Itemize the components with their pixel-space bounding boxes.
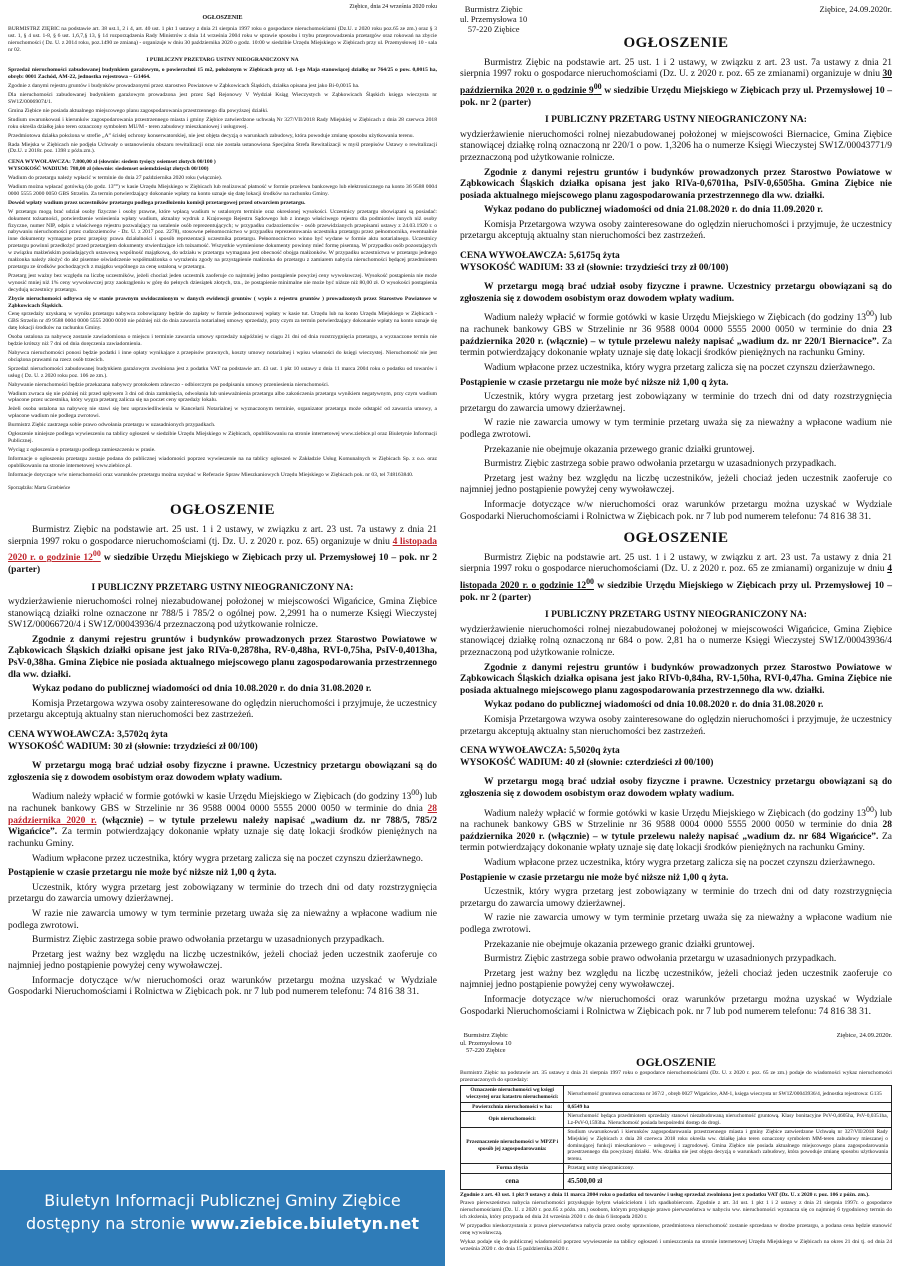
paragraph: Gmina Ziębice nie posiada aktualnego miejscowego planu zagospodarowania przestrzennego dla powyższej działki. — [8, 107, 269, 114]
paragraph: Przetarg jest ważny bez względu na liczbę uczestników, jeżeli chociaż jeden uczestnik zaoferuje co najmniej jedno postąpienie powyżej ceny wywoławczej. — [460, 473, 892, 496]
table-row: Powierzchnia nieruchomości w ha: 0,6549 ha — [461, 1102, 892, 1112]
paragraph: Informacje dotyczące w/w nieruchomości oraz warunków przetargu można uzyskać w Wydziale Gospodarki Nieruchomościami i Rolnictwa w Ziębicach pok. nr 7 lub pod numerem telefonu: 74 816 38 31. — [460, 499, 892, 522]
paragraph: Sprzedaż nieruchomości zabudowanej budynkiem garażowym, o powierzchni 15 m2, położonym w Ziębicach przy ul. 1-go Maja stanowiącej działkę nr 764/25 o pow. 0,0015 ha, obręb: 0001 Zachód, AM-22, jednostka rejestrowa – G1464. — [8, 67, 437, 81]
notice-header — [460, 4, 892, 34]
paragraph: Zgodnie z danymi rejestru gruntów i budynków prowadzonych przez Starostwo Powiatowe w Ząbkowicach Śląskich działka opisana jest jako RIVb-0,84ha, RV-1,50ha, RVI-0,47ha. Gmina Ziębice nie posiada aktualnego miejscowego planu zagospodarowania przestrzennego dla ww. działki. — [460, 662, 892, 696]
notice-title: OGŁOSZENIE — [623, 530, 729, 547]
paragraph: Burmistrz Ziębic zastrzega sobie prawo odwołania przetargu w uzasadnionych przypadkach. — [32, 935, 385, 946]
paragraph: Wadium wpłacone przez uczestnika, który wygra przetarg zalicza się na poczet czynszu dzierżawnego. — [484, 362, 876, 373]
wigancice-lease-notice-2 — [460, 530, 893, 1018]
deposit: WYSOKOŚĆ WADIUM: 33 zł (słownie: trzydzieści trzy zł 00/100) — [460, 262, 729, 273]
paragraph: W przetargu mogą brać udział osoby fizyczne i prawne. Uczestnicy przetargu obowiązani są do zgłoszenia się z dowodem osobistym oraz dowodem wpłaty wadium. — [460, 777, 892, 799]
bip-banner[interactable] — [0, 1170, 445, 1266]
left-column — [0, 0, 445, 1002]
price: CENA WYWOŁAWCZA: 5,5020q żyta — [460, 746, 620, 757]
paragraph: Wykaz podano do publicznej wiadomości od dnia 10.08.2020 r. do dnia 31.08.2020 r. — [32, 684, 372, 695]
notice-header — [460, 1032, 892, 1055]
deposit: WYSOKOŚĆ WADIUM: 40 zł (słownie: czterdzieści zł 00/100) — [460, 757, 714, 768]
notice-title: OGŁOSZENIE — [169, 502, 276, 519]
paragraph: wydzierżawienie nieruchomości rolnej niezabudowanej położonej w miejscowości Biernacice, Gmina Ziębice stanowiącej działkę rolną oznaczoną nr 220/1 o pow. 1,3206 ha o numerze Księgi Wieczystej SW1Z/00043771/9 przeznaczoną pod użytkowanie rolnicze. — [460, 129, 892, 163]
table-row: Przeznaczenie nieruchomości w MPZP i sposób jej zagospodarowania: Studium uwarunkowań i kierunków zagospodarowania przestrzennego miasta i gminy Ziębice zatwierdzone Uchwałą nr 327/VII/2018 Rady Miejskiej w Ziębicach z dnia 28 czerwca 2018 roku określa ww. działkę jako teren oznaczony symbolem MM-teren zabudowy mieszanej o dominującej funkcji mieszkaniowo – usługowej i zagrodowej. Gmina Ziębice nie posiada aktualnego miejscowego planu zagospodarowania przestrzennego dla powyższej działki. Ww. działka nie jest objęta decyzją o warunkach zabudowy, która powoduje zmianę sposobu użytkowania terenu. — [461, 1128, 892, 1164]
paragraph: Nabywanie nieruchomości będzie przekazana nabywcy protokołem zdawczo - odbiorczym po podpisaniu umowy przeniesienia nieruchomości. — [8, 381, 330, 388]
notice-body — [8, 67, 437, 478]
paragraph: Wadium wpłacone przez uczestnika, który wygra przetarg zalicza się na poczet czynszu dzierżawnego. — [32, 853, 424, 864]
banner-title: Biuletyn Informacji Publicznej Gminy Ziębice — [44, 1191, 401, 1210]
paragraph: Komisja Przetargowa wzywa osoby zainteresowane do oględzin nieruchomości i przyjmuje, że uczestnicy przetargu akceptują aktualny stan nieruchomości bez zastrzeżeń. — [460, 714, 892, 737]
paragraph: Informacje o ogłoszeniu przetargu zostaje podana do publicznej wiadomości poprzez wywieszenie na na tablicy ogłoszeń w Zakładzie Usług Komunalnych w Ziębicach Sp. z o.o. oraz opublikowaniu na stronie internetowej www.ziebice.pl. — [8, 455, 437, 469]
paragraph: W razie nie zawarcia umowy w tym terminie przetarg uważa się za nieważny a wpłacone wadium nie podlega zwrotowi. — [8, 908, 437, 931]
paragraph: Wadium należy wpłacić w formie gotówki w kasie Urzędu Miejskiego w Ziębicach (do godziny $13^{00}$) lub na rachunek bankowy GBS w Strzelinie nr 36 9588 0004 0000 5555 2000 0050 w terminie do dnia 23 października 2020 r. (włącznie) – w tytule przelewu należy napisać „wadium dz. nr 220/1 Biernacice”. Za termin potwierdzający dokonanie wpłaty uznaje się datę lokacji środków pieniężnych na rachunku Gminy. — [460, 309, 893, 359]
paragraph: Przekazanie nie obejmuje okazania przewego granic działki gruntowej. — [484, 939, 755, 950]
auction-date: 4 listopada 2020 r. o godzinie $12^{00}$ — [8, 536, 437, 564]
paragraph: Wadium należy wpłacić w formie gotówki w kasie Urzędu Miejskiego w Ziębicach (do godziny $13^{00}$) lub na rachunek bankowy GBS w Strzelinie nr 36 9588 0004 0000 5555 2000 0050 w terminie do dnia 28 października 2020 r. (włącznie) – w tytule przelewu należy napisać „wadium dz. nr 788/5, 785/2 Wigańcice”. Za termin potwierdzający dokonanie wpłaty uznaje się datę lokacji środków pieniężnych na rachunku Gminy. — [8, 788, 438, 849]
notice-date: Ziębice, dnia 24 września 2020 roku — [349, 4, 437, 10]
wigancice-lease-notice-1 — [8, 502, 438, 999]
garage-auction-notice — [8, 4, 437, 493]
banner-link[interactable]: dostępny na stronie www.ziebice.biuletyn.net — [26, 1214, 419, 1233]
paragraph: Sprzedaż nieruchomości zabudowanej budynkiem garażowym zwolniona jest z podatku VAT na podstawie art. 43 ust. 1 pkt 10 ustawy z dnia 11 marca 2004 roku o podatku od towarów i usług ( Dz. U. z 2020 roku poz. 106 ze zm.). — [8, 365, 437, 379]
paragraph: Zgodnie z danymi rejestru gruntów i budynków prowadzonych przez Starostwo Powiatowe w Ząbkowicach Śląskich działka opisana jest jako RIVa-0,6701ha, PsIV-0,6505ha. Gmina Ziębice nie posiada aktualnego miejscowego planu zagospodarowania przestrzennego dla ww. działki. — [460, 167, 892, 201]
paragraph: Wadium można wpłacać gotówką (do godz. 13°°) w kasie Urzędu Miejskiego w Ziębicach lub realizować płatność w formie przelewu bankowego lub elektronicznego na konto 36 9588 0004 0000 5555 2000 0050 GBS Strzelin. Za termin potwierdzający dokonanie wpłaty na konto uznaje się datę lokacji środków na rachunku Gminy. — [8, 184, 437, 197]
signature: Sporządziła: Marta Grzebieńce — [8, 486, 71, 492]
paragraph: Postąpienie w czasie przetargu nie może być niższe niż 1,00 q żyta. — [460, 377, 729, 388]
paragraph: Komisja Przetargowa wzywa osoby zainteresowane do oględzin nieruchomości i przyjmuje, że uczestnicy przetargu akceptują aktualny stan nieruchomości bez zastrzeżeń. — [460, 219, 892, 242]
notice-title: OGŁOSZENIE — [635, 1054, 717, 1069]
notice-date: Ziębice, 24.09.2020r. — [819, 4, 892, 14]
paragraph: Prawo pierwszeństwa nabycia nieruchomości przysługuje byłym właścicielom i ich spadkobiercom. Zgodnie z art. 34 ust. 1 pkt 1 i 2 ustawy z dnia 21 sierpnia 1997r. o gospodarce nieruchomościami (Dz. U. z 2020 r. poz.65 z późn. zm.) osobom, którym przysługuje prawo pierwszeństwa w nabyciu ww. nieruchomości wyznacza się co najmniej 6 tygodniowy termin do ich złożenia, który przypada od dnia 24 września 2020 r. do dnia 6 listopada 2020 r. — [460, 1200, 892, 1221]
paragraph: Wadium zwraca się nie później niż przed upływem 3 dni od dnia zamknięcia, odwołania lub unieważnienia przetargu albo zakończenia przetargu wynikiem negatywnym, przy czym wadium wpłacone przez uczestnika, który wygra przetarg zalicza się na poczet ceny sprzedaży lokalu. — [8, 390, 437, 404]
paragraph: Informacje dotyczące w/w nieruchomości oraz warunków przetargu można uzyskać w Wydziale Gospodarki Nieruchomościami i Rolnictwa w Ziębicach pok. nr 7 lub pod numerem telefonu: 74 816 38 31. — [460, 995, 892, 1017]
price: CENA WYWOŁAWCZA: 7.800,00 zł (słownie: siedem tysięcy osiemset złotych 00/100 ) — [8, 159, 216, 166]
biernacice-lease-notice — [460, 4, 892, 523]
table-row: cena 45.500,00 zł — [461, 1173, 892, 1189]
paragraph: Zbycie nieruchomości odbywa się w stanie prawnym uwidocznionym w danych ewidencji gruntów ( wypis z rejestru gruntów ) prowadzonych przez Starostwo Powiatowe w Ząbkowicach Śląskich. — [8, 295, 437, 309]
notice-intro: Burmistrz Ziębic na podstawie art. 25 ust. 1 i 2 ustawy, w związku z art. 23 ust. 7a ustawy z dnia 21 sierpnia 1997 roku o gospodarce nieruchomościami (Dz. U. z 2020 r. poz. 65 ze zmianami) organizuje w dniu 30 października 2020 r. o godzinie $9^{00}$ w siedzibie Urzędu Miejskiego w Ziębicach przy ul. Przemysłowej 10 – pok. nr 2 (parter) — [460, 57, 892, 108]
paragraph: wydzierżawienie nieruchomości rolnej niezabudowanej położonej w miejscowości Wigańcice, Gmina Ziębice stanowiącej działkę rolną oznaczoną nr 684 o pow. 2,81 ha o numerze Księgi Wieczystej SW1Z/00043936/4 przeznaczoną pod użytkowanie rolnicze. — [460, 624, 892, 658]
paragraph: Wadium wpłacone przez uczestnika, który wygra przetarg zalicza się na poczet czynszu dzierżawnego. — [484, 858, 876, 869]
sale-list-notice — [460, 1032, 892, 1253]
paragraph: Przetarg jest ważny bez względu na liczbę uczestników, jeżeli chociaż jeden uczestnik zaoferuje co najmniej jedno postąpienie powyżej ceny wywoławczej. — [460, 968, 892, 991]
price: CENA WYWOŁAWCZA: 3,5702q żyta — [8, 730, 168, 741]
paragraph: Zgodnie z danymi rejestru gruntów i budynków prowadzonych przez Starostwo Powiatowe w Ząbkowicach Śląskich działki opisane jest jako RIVa-0,2878ha, RV-0,48ha, RVI-0,75ha, PsIV-0,4013ha, PsV-0,38ha. Gmina Ziębice nie posiada aktualnego miejscowego planu zagospodarowania przestrzennego dla ww. działki. — [8, 634, 437, 680]
paragraph: Ogłoszenie niniejsze podlega wywieszeniu na tablicy ogłoszeń w siedzibie Urzędu Miejskiego w Ziębicach, opublikowaniu na stronie internetowej www.ziebice.pl oraz Biuletynie Informacji Publicznej. — [8, 431, 437, 444]
paragraph: Wykaz podano do publicznej wiadomości od dnia 10.08.2020 r. do dnia 31.08.2020 r. — [484, 700, 824, 711]
paragraph: Przekazanie nie obejmuje okazania przewego granic działki gruntowej. — [484, 444, 755, 455]
paragraph: Przedmiotowa działka położona w strefie „A” ścisłej ochrony konserwatorskiej, nie jest objęta decyzją o warunkach zabudowy, która powoduje zmianę sposobu użytkowania terenu. — [8, 132, 414, 139]
paragraph: Osoba ustalona za nabywcę zostanie zawiadomiona o miejscu i terminie zawarcia umowy sprzedaży najpóźniej w ciągu 21 dni od dnia rozstrzygnięcia przetargu, a wyznaczone termin nie będzie krótszy niż 7 dni od dnia doręczenia zawiadomienia. — [8, 334, 437, 348]
sender-address: Burmistrz Ziębic ul. Przemysłowa 10 57-220 Ziębice — [460, 1032, 512, 1055]
paragraph: Burmistrz Ziębic zastrzega sobie prawo odwołania przetargu w uzasadnionych przypadkach. — [484, 954, 837, 965]
paragraph: Postąpienie w czasie przetargu nie może być niższe niż 1,00 q żyta. — [8, 868, 277, 879]
paragraph: Rada Miejska w Ziębicach nie podjęła Uchwały o ustanowieniu obszaru rewitalizacji oraz nie została ustanowiona Specjalna Strefa Rewitalizacji w myśl przepisów Ustawy o rewitalizacji (Dz.U. z 2018r. poz. 1398 z późn.zm.). — [8, 141, 437, 155]
paragraph: Wadium do przetargu należy wpłacić w terminie do dnia 27 października 2020 roku (włącznie). — [8, 175, 223, 182]
paragraph: W razie nie zawarcia umowy w tym terminie przetarg uważa się za nieważny a wpłacone wadium nie podlega zwrotowi. — [460, 418, 892, 440]
paragraph: Cenę sprzedaży uzyskaną w wyniku przetargu nabywca zobowiązany będzie do zapłaty w formie jednorazowej wpłaty w kasie tut. Urzędu lub na konto Urzędu Miejskiego w Ziębicach - GBS Strzelin nr 49 9588 0004 0000 5555 2000 0010 nie później niż do dnia zawarcia notarialnej umowy sprzedaży, przy czym za termin potwierdzający dokonanie wpłaty na konto uznaje się datę lokacji środków na rachunku Gminy. — [8, 311, 437, 332]
notice-heading: I PUBLICZNY PRZETARG USTNY NIEOGRANICZONY NA: — [545, 610, 807, 621]
paragraph: Jeżeli osoba ustalona na nabywcę nie stawi się bez usprawiedliwienia w Kancelarii Notarialnej w wyznaczonym terminie, organizator przetargu może odstąpić od zawarcia umowy, a wpłacone wadium nie podlega zwrotowi. — [8, 406, 437, 420]
auction-date: 30 października 2020 r. o godzinie $9^{00}$ — [460, 69, 892, 96]
table-row: Opis nieruchomości: Nieruchomość będąca przedmiotem sprzedaży stanowi niezabudowaną nieruchomość gruntową. Klasy bonitacyjne PsV-0,4605ha, PsV-0,0351ha, Lz-PsV-0,1593ha. Nieruchomość posiada bezpośredni dostęp do drogi. — [461, 1112, 892, 1128]
paragraph: W razie nie zawarcia umowy w tym terminie przetarg uważa się za nieważny a wpłacone wadium nie podlega zwrotowi. — [460, 913, 892, 936]
notice-intro: Burmistrz Ziębic na podstawie art. 35 ustawy z dnia 21 sierpnia 1997 roku o gospodarce nieruchomościami (Dz. U. z 2020 r. poz. 65 ze zm.) podaje do wiadomości wykaz nieruchomości przeznaczonych do sprzedaży: — [460, 1069, 892, 1083]
notice-intro: Burmistrz Ziębic na podstawie art. 25 ust. 1 i 2 ustawy, w związku z art. 23 ust. 7a ustawy z dnia 21 sierpnia 1997 roku o gospodarce nieruchomościami (Dz. U. z 2020 r. poz. 65 ze zmianami) organizuje w dniu 4 listopada 2020 r. o godzinie $12^{00}$ w siedzibie Urzędu Miejskiego w Ziębicach przy ul. Przemysłowej 10 – pok. nr 2 (parter) — [460, 552, 892, 603]
paragraph: W przetargu mogą brać udział osoby fizyczne i prawne. Uczestnicy przetargu obowiązani są do zgłoszenia się z dowodem osobistym oraz dowodem wpłaty wadium. — [460, 282, 892, 304]
paragraph: Burmistrz Ziębic zastrzega sobie prawo odwołania przetargu w uzasadnionych przypadkach. — [484, 459, 837, 470]
property-table — [460, 1085, 892, 1189]
table-row: Forma zbycia Przetarg ustny nieograniczony. — [461, 1164, 892, 1174]
paragraph: Zgodnie z art. 43 ust. 1 pkt 9 ustawy z dnia 11 marca 2004 roku o podatku od towarów i usług sprzedaż zwolniona jest z podatku VAT (Dz. U. z 2020 r. poz. 106 z późn. zm.). — [460, 1191, 870, 1198]
paragraph: Studium uwarunkowań i kierunków zagospodarowania przestrzennego miasta i gminy Ziębice zatwierdzone uchwałą Nr 327/VII/2018 Rady Miejskiej w Ziębicach z dnia 28 czerwca 2018 roku określa działkę jako teren oznaczony symbolem MU/M - teren zabudowy mieszkaniowej i usługowej. — [8, 116, 437, 130]
paragraph: Uczestnik, który wygra przetarg jest zobowiązany w terminie do trzech dni od daty rozstrzygnięcia przetargu do zawarcia umowy dzierżawnej. — [460, 887, 892, 909]
paragraph: Przetarg jest ważny bez względu na liczbę uczestników, jeżeli chociaż jeden uczestnik zaoferuje co najmniej jedno postąpienie powyżej ceny wywoławczej. — [8, 949, 437, 972]
paragraph: Wykaz podaje się do publicznej wiadomości poprzez wywieszenie na tablicy ogłoszeń i umieszczenia na stronie internetowej Urzędu Miejskiego w Ziębicach na okres 21 dni tj. od dnia 24 września 2020 r. do dnia 15 października 2020 r. — [460, 1238, 892, 1252]
notice-heading: I PUBLICZNY PRZETARG USTNY NIEOGRANICZONY NA — [146, 57, 299, 64]
paragraph: Wadium należy wpłacić w formie gotówki w kasie Urzędu Miejskiego w Ziębicach (do godziny $13^{00}$) lub na rachunek bankowy GBS w Strzelinie nr 36 9588 0004 0000 5555 2000 0050 w terminie do dnia 28 października 2020 r. (włącznie) – w tytule przelewu należy napisać „wadium dz. nr 684 Wigańcice”. Za termin potwierdzający dokonanie wpłaty uznaje się datę lokacji środków pieniężnych na rachunku Gminy. — [460, 804, 893, 854]
price: CENA WYWOŁAWCZA: 5,6175q żyta — [460, 251, 620, 262]
notice-heading: I PUBLICZNY PRZETARG USTNY NIEOGRANICZONY NA: — [91, 582, 354, 593]
sender-address: Burmistrz Ziębic ul. Przemysłowa 10 57-220 Ziębice — [460, 4, 528, 34]
notice-intro: Burmistrz Ziębic na podstawie art. 25 ust. 1 i 2 ustawy, w związku z art. 23 ust. 7a ustawy z dnia 21 sierpnia 1997 roku o gospodarce nieruchomościami (tj. Dz. U. z 2020 r. poz. 65) organizuje w dniu 4 listopada 2020 r. o godzinie $12^{00}$ w siedzibie Urzędu Miejskiego w Ziębicach przy ul. Przemysłowej 10 – pok. nr 2 (parter) — [8, 524, 438, 575]
notice-title: OGŁOSZENIE — [202, 14, 243, 21]
paragraph: W przetargu mogą brać udział osoby fizyczne i osoby prawne, które wpłacą wadium w ustalonym terminie oraz okreslonej wysokości. Uczestnicy przetargu obowiązani są posiadać: dokument tożsamości, potwierdzenie wniesienia wpłaty wadium, aktualny wydruk z Krajowego Rejestru Sądowego lub z innego właściwego rejestru dla podmiotów innych niż osoby fizyczne, numer NIP, odpis z właściwego rejestru pozwalający na ustalenie osób reprezentujących; w przypadku cudzoziemców - osób przewidzianych przepisami ustawy z 24.03.1920 r. o nabywaniu nieruchomości przez cudzoziemców - Dz. U. z 2017 poz. 2278), stosowne pełnomocnictwo w przypadku reprezentowania uczestnika przetargu przez pełnomocnika, ewentualnie inne dokumenty wymagane przez przepisy prawa działalności i sposób reprezentacji uczestnika przetargu. Pełnomocnictwo winno być wydane w formie aktu notarialnego. Uczestnicy przetargu powinni przedłożyć przed przetargiem dokumenty stwierdzające ich tożsamość. Wszystkie wymienione dokumenty powinny mieć formę pisemną. W przypadku osób pozostających w związku małżeńskim posiadających ustawową wspólność majątkową, do udziału w przetargu wymagana jest obecność obojga małżonków. W przypadku uczestnictwa w przetargu jednego małżonka należy złożyć do akt pisemne oświadczenie współmałżonka o wyrażeniu zgody na przystąpienie małżonka do przetargu z zamiarem nabycia nieruchomości będącej przedmiotem przetargu ze środków pochodzących z majątku wspólnego za cenę ustaloną w przetargu. — [8, 208, 437, 270]
paragraph: Postąpienie w czasie przetargu nie może być niższe niż 1,00 q żyta. — [460, 872, 729, 883]
deposit: WYSOKOŚĆ WADIUM: 780,00 zł (słownie: siedemset osiemdziesiąt złotych 00/100) — [8, 166, 209, 173]
paragraph: W przypadku nieskorzystania z prawa pierwszeństwa nabycia przez osoby uprawnione, przedmiotowa nieruchomość zostanie sprzedana w drodze przetargu, a podana cena będzie stanowić cenę wywoławczą. — [460, 1223, 892, 1237]
paragraph: Wykaz podano do publicznej wiadomości od dnia 21.08.2020 r. do dnia 11.09.2020 r. — [484, 205, 823, 216]
notice-title: OGŁOSZENIE — [623, 35, 729, 51]
paragraph: Komisja Przetargowa wzywa osoby zainteresowane do oględzin nieruchomości i przyjmuje, że uczestnicy przetargu akceptują aktualny stan nieruchomości bez zastrzeżeń. — [8, 698, 437, 721]
paragraph: Uczestnik, który wygra przetarg jest zobowiązany w terminie do trzech dni od daty rozstrzygnięcia przetargu do zawarcia umowy dzierżawnej. — [460, 392, 892, 414]
paragraph: Dla nieruchomości zabudowanej budynkiem garażowym prowadzona jest przez Sąd Rejonowy V Wydział Ksiąg Wieczystych w Ząbkowicach Śląskich księga wieczysta nr SW1Z/00069074/1. — [8, 92, 437, 105]
paragraph: Zgodnie z danymi rejestru gruntów i budynków prowadzonymi przez starostwo Powiatowe w Ząbkowicach Śląskich, działka opisana jest jako Bi-0,0015 ha. — [8, 83, 360, 90]
paragraph: Uczestnik, który wygra przetarg jest zobowiązany w terminie do trzech dni od daty rozstrzygnięcia przetargu do zawarcia umowy dzierżawnej. — [8, 882, 437, 905]
paragraph: Informacje dotyczące w/w nieruchomości oraz warunków przetargu można uzyskać w Referacie Spraw Mieszkaniowych Urzędu Miejskiego w Ziębicach pok. nr 03, tel 748163840. — [8, 471, 414, 478]
notice-heading: I PUBLICZNY PRZETARG USTNY NIEOGRANICZONY NA: — [545, 115, 807, 126]
paragraph: wydzierżawienie nieruchomości rolnej niezabudowanej położonej w miejscowości Wigańcice, Gmina Ziębice stanowiącą działki rolne oznaczone nr 788/5 i 785/2 o ogólnej pow. 2,2991 ha o numerze Księgi Wieczystej SW1Z/00066720/4 i SW1Z/00043936/4 przeznaczoną pod użytkowanie rolnicze. — [8, 597, 437, 631]
deposit: WYSOKOŚĆ WADIUM: 30 zł (słownie: trzydzieści zł 00/100) — [8, 741, 258, 752]
auction-date: 4 listopada 2020 r. o godzinie $12^{00}$ — [460, 564, 892, 592]
paragraph: Burmistrz Ziębic zastrzega sobie prawo odwołania przetargu w uzasadnionych przypadkach. — [8, 422, 216, 429]
paragraph: Wyciąg z ogłoszenia o przetargu podlega zamieszczeniu w prasie. — [8, 446, 156, 453]
paragraph: Informacje dotyczące w/w nieruchomości oraz warunków przetargu można uzyskać w Wydziale Gospodarki Nieruchomościami i Rolnictwa w Ziębicach pok. nr 7 lub pod numerem telefonu: 74 816 38 31. — [8, 975, 437, 998]
paragraph: W przetargu mogą brać udział osoby fizyczne i prawne. Uczestnicy przetargu obowiązani są do zgłoszenia się z dowodem osobistym oraz dowodem wpłaty wadium. — [8, 761, 437, 783]
paragraph: Nabywca nieruchomości ponosi będzie podatki i inne opłaty wynikające z przepisów prawnych, koszty umowy notarialnej i wpisu własności do księgi wieczystej. Nieruchomość nie jest obciążona prawami na rzecz osób trzecich. — [8, 349, 437, 363]
paragraph: Dowód wpłaty wadium przez uczestników przetargu podlega przedłożeniu komisji przetargowej przed otwarciem przetargu. — [8, 199, 306, 206]
notice-date: Ziębice, 24.09.2020r. — [836, 1032, 892, 1040]
notice-intro: BURMISTRZ ZIĘBIC na podstawie art. 38 ust.1, 2 i 4, art. 40 ust. 1 pkt 1 ustawy z dnia 21 sierpnia 1997 roku o gospodarce nieruchomościami (Dz.U. z 2020 roku poz.65 ze zm.) oraz § 3 ust. 1, § 4 ust. 1-8, § 6 ust. 1,6,7,§ 13, § 14 rozporządzenia Rady Ministrów z dnia 14 września 2004 roku w sprawie sposobu i trybu przeprowadzenia przetargów oraz rokowań na zbycie nieruchomości ( Dz. U. z 2014 roku, poz.1490 ze zmianą) - organizuje w dniu 30 października 2020 o godz. 10:00 w siedzibie Urzędu Miejskiego w Ziębicach przy ul. Przemysłowej 10 - sala nr 02. — [8, 25, 437, 53]
paragraph: Przetarg jest ważny bez względu na liczbę uczestników, jeżeli chociaż jeden uczestnik zaoferuje co najmniej jedno postąpienie powyżej ceny wywoławczej. Wysokość postąpienia nie może wynosić mniej niż 1% ceny wywoławczej przy zaokrągleniu w górę do pełnych dziesiątek złotych, tzn., że postąpienie minimalne nie może być niższe niż 80,00 zł. O wysokości postąpienia decydują uczestnicy przetargu. — [8, 272, 437, 293]
table-row: Oznaczenie nieruchomości wg księgi wieczystej oraz katastru nieruchomości: Nieruchomość gruntowa oznaczona nr 367/2 , obręb 0027 Wigańcice, AM-1, księga wieczysta nr SW1Z/00043936/4, jednostka rejestrowa: G135 — [461, 1086, 892, 1102]
right-column — [452, 0, 900, 1255]
